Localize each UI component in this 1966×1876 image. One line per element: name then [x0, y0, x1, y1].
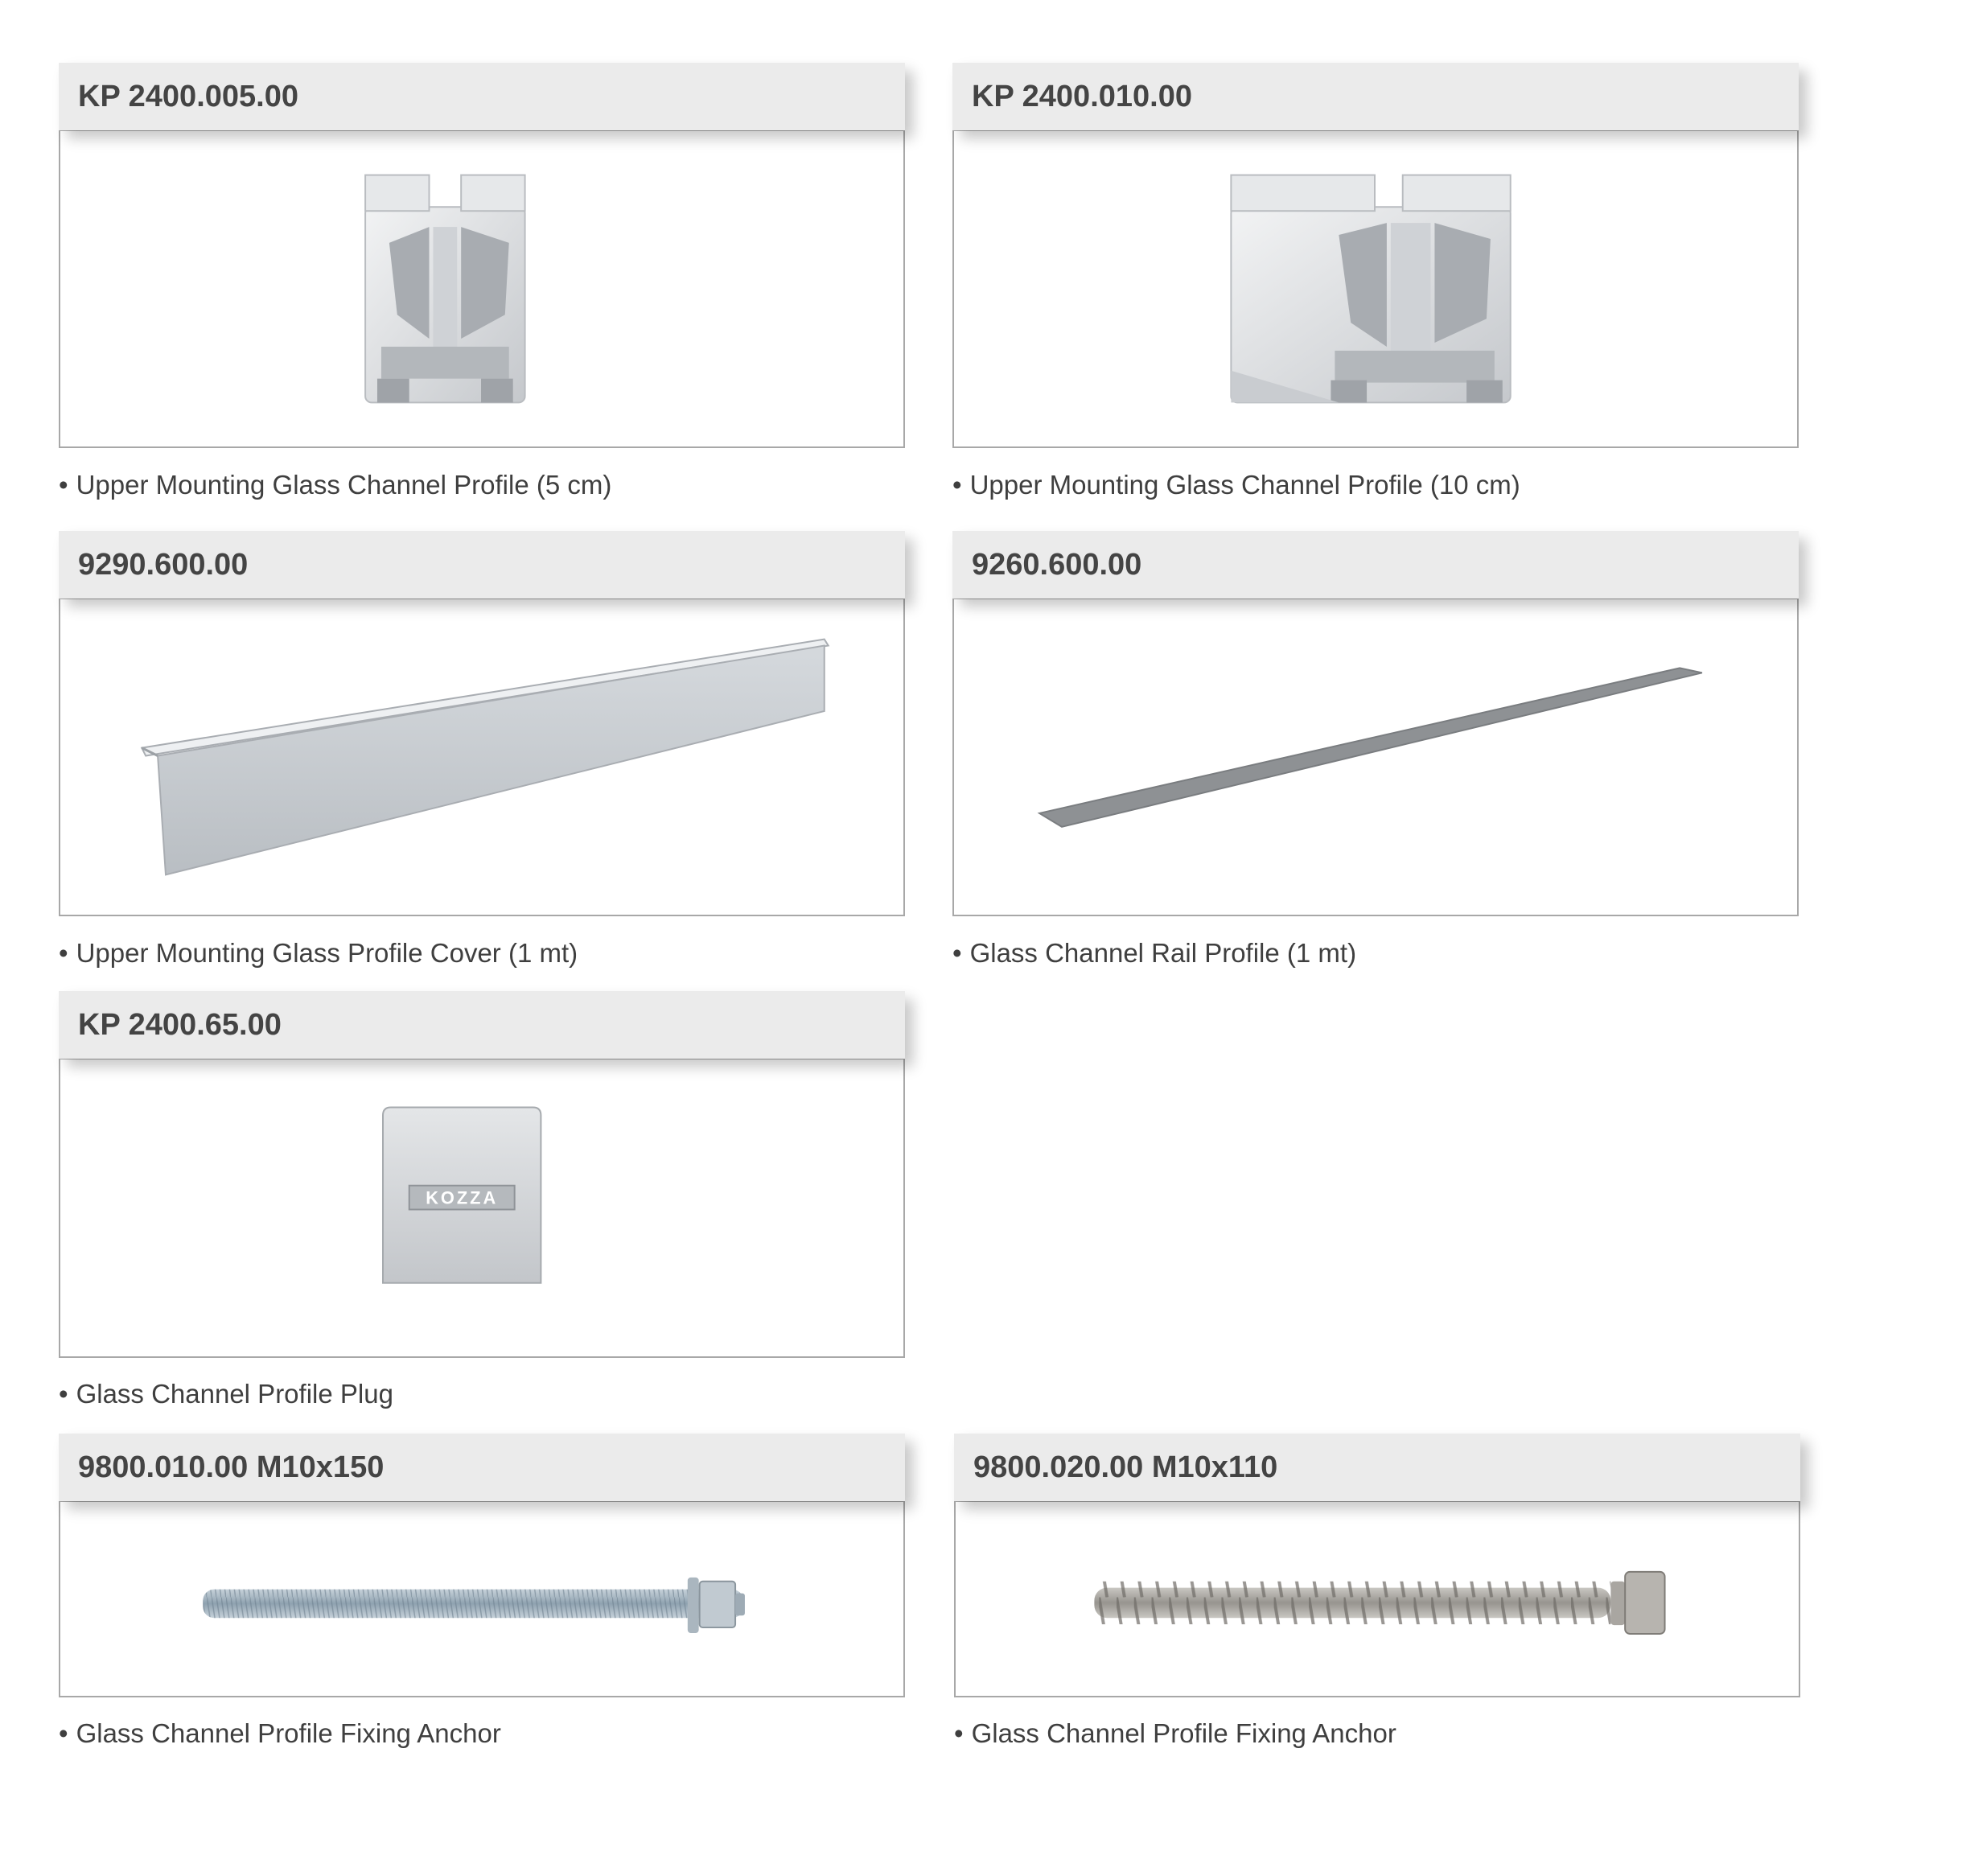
product-caption: • Upper Mounting Glass Profile Cover (1 mt) [59, 938, 578, 968]
product-image [59, 599, 905, 916]
product-code: KP 2400.65.00 [59, 991, 905, 1059]
product-image [952, 130, 1799, 448]
product-code: KP 2400.010.00 [952, 63, 1799, 130]
product-image [952, 599, 1799, 916]
concrete-screw-anchor-image [956, 1502, 1799, 1696]
profile-plug-image [60, 1059, 903, 1356]
product-card [59, 1434, 905, 1697]
product-caption: • Glass Channel Profile Fixing Anchor [954, 1718, 1396, 1748]
product-card [952, 63, 1799, 448]
product-code: 9800.020.00 M10x110 [954, 1434, 1800, 1501]
product-image [954, 1501, 1800, 1697]
glass-channel-profile-5cm-image [60, 131, 903, 446]
product-card [954, 1434, 1800, 1697]
product-code: 9290.600.00 [59, 531, 905, 599]
product-image [59, 1059, 905, 1358]
product-caption: • Upper Mounting Glass Channel Profile (5 cm) [59, 470, 612, 500]
kozza-logo: KOZZA [426, 1187, 499, 1208]
product-code: 9800.010.00 M10x150 [59, 1434, 905, 1501]
product-caption: • Glass Channel Profile Plug [59, 1379, 393, 1409]
product-card [59, 63, 905, 448]
product-caption: • Glass Channel Rail Profile (1 mt) [952, 938, 1357, 968]
rail-profile-image [954, 599, 1797, 915]
product-card [952, 531, 1799, 916]
product-caption: • Upper Mounting Glass Channel Profile (10 cm) [952, 470, 1520, 500]
product-caption: • Glass Channel Profile Fixing Anchor [59, 1718, 501, 1748]
product-image [59, 130, 905, 448]
threaded-rod-anchor-image [60, 1502, 903, 1696]
product-card [59, 991, 905, 1358]
profile-cover-image [60, 599, 903, 915]
glass-channel-profile-10cm-image [954, 131, 1797, 446]
product-image [59, 1501, 905, 1697]
product-card [59, 531, 905, 916]
product-code: KP 2400.005.00 [59, 63, 905, 130]
product-code: 9260.600.00 [952, 531, 1799, 599]
